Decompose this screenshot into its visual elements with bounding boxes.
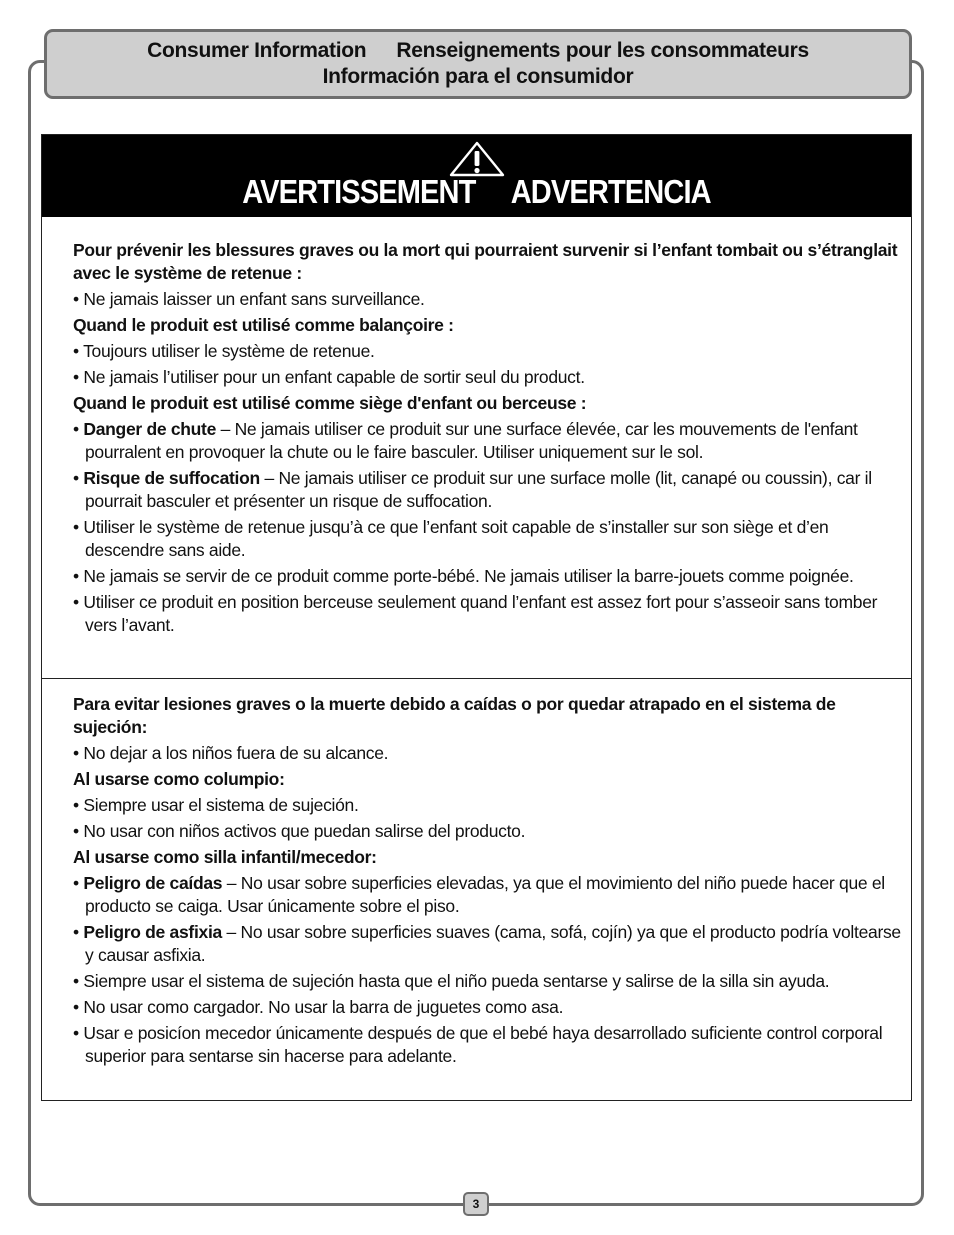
list-item [73, 366, 903, 389]
warning-title [94, 173, 859, 211]
list-item [73, 921, 903, 967]
list-item [73, 820, 903, 843]
item-text: Siempre usar el sistema de sujeción hasta que el niño pueda sentarse y salirse de la silla sin ayuda. [83, 971, 830, 991]
item-text: – Ne jamais utiliser ce produit sur une surface molle (lit, canapé ou coussin), car il pourrait basculer et présenter un risque de suffocation. [85, 468, 872, 511]
item-text: Ne jamais se servir de ce produit comme porte-bébé. Ne jamais utiliser la barre-jouets comme poignée. [83, 566, 854, 586]
french-section [73, 239, 903, 640]
list-item [73, 1022, 903, 1068]
list-item [73, 516, 903, 562]
bullet-mark: • [73, 743, 79, 763]
spanish-intro: Para evitar lesiones graves o la muerte debido a caídas o por quedar atrapado en el sistema de sujeción: [73, 694, 836, 737]
spanish-swing-heading: Al usarse como columpio: [73, 769, 285, 789]
list-item [73, 970, 903, 993]
bullet-mark: • [73, 468, 79, 488]
bullet-mark: • [73, 821, 79, 841]
list-item [73, 996, 903, 1019]
header-french: Renseignements pour les consommateurs [396, 39, 809, 62]
list-item [73, 872, 903, 918]
hazard-label: Danger de chute [83, 419, 217, 439]
list-item [73, 591, 903, 637]
warning-title-es: ADVERTENCIA [510, 173, 711, 210]
item-text: Ne jamais l’utiliser pour un enfant capable de sortir seul du product. [83, 367, 585, 387]
bullet-mark: • [73, 795, 79, 815]
header-tab [44, 29, 912, 99]
list-item [73, 565, 903, 588]
item-text: Ne jamais laisser un enfant sans surveillance. [83, 289, 425, 309]
bullet-mark: • [73, 971, 79, 991]
item-text: Utiliser ce produit en position berceuse seulement quand l’enfant est assez fort pour s’asseoir sans tomber vers l’avant. [83, 592, 878, 635]
item-text: – No usar sobre superficies suaves (cama, sofá, cojín) ya que el producto podría voltearse y causar asfixia. [85, 922, 901, 965]
bullet-mark: • [73, 922, 79, 942]
item-text: No dejar a los niños fuera de su alcance. [83, 743, 389, 763]
list-item [73, 340, 903, 363]
header-line-1 [47, 39, 909, 63]
bullet-mark: • [73, 873, 79, 893]
bullet-mark: • [73, 289, 79, 309]
spanish-seat-heading: Al usarse como silla infantil/mecedor: [73, 847, 377, 867]
list-item [73, 418, 903, 464]
hazard-label: Peligro de asfixia [83, 922, 222, 942]
item-text: No usar como cargador. No usar la barra de juguetes como asa. [83, 997, 564, 1017]
header-english: Consumer Information [147, 39, 367, 62]
item-text: – Ne jamais utiliser ce produit sur une surface élevée, car les mouvements de l'enfant pourralent en provoquer la chute ou le faire basculer. Utiliser uniquement sur le sol. [85, 419, 858, 462]
header-spanish: Información para el consumidor [322, 65, 634, 88]
warning-title-fr: AVERTISSEMENT [242, 173, 476, 210]
french-intro: Pour prévenir les blessures graves ou la mort qui pourraient survenir si l’enfant tombait ou s’étranglait avec le système de retenue : [73, 240, 898, 283]
hazard-label: Peligro de caídas [83, 873, 223, 893]
item-text: Utiliser le système de retenue jusqu’à ce que l’enfant soit capable de s’installer sur son siège et d’en descendre sans aide. [83, 517, 829, 560]
list-item [73, 467, 903, 513]
warning-band [42, 135, 911, 217]
item-text: – No usar sobre superficies elevadas, ya que el movimiento del niño puede hacer que el producto se caiga. Usar únicamente sobre el piso. [85, 873, 885, 916]
list-item [73, 288, 903, 311]
page-number: 3 [463, 1192, 489, 1216]
section-divider [42, 678, 911, 679]
bullet-mark: • [73, 419, 79, 439]
bullet-mark: • [73, 367, 79, 387]
bullet-mark: • [73, 517, 79, 537]
list-item [73, 742, 903, 765]
warning-box [41, 134, 912, 1101]
hazard-label: Risque de suffocation [83, 468, 260, 488]
french-seat-heading: Quand le produit est utilisé comme siège d'enfant ou berceuse : [73, 393, 587, 413]
bullet-mark: • [73, 1023, 79, 1043]
bullet-mark: • [73, 592, 79, 612]
item-text: No usar con niños activos que puedan salirse del producto. [83, 821, 526, 841]
item-text: Toujours utiliser le système de retenue. [83, 341, 375, 361]
warning-triangle-icon [449, 141, 505, 177]
bullet-mark: • [73, 566, 79, 586]
bullet-mark: • [73, 997, 79, 1017]
item-text: Siempre usar el sistema de sujeción. [83, 795, 359, 815]
french-swing-heading: Quand le produit est utilisé comme balançoire : [73, 315, 454, 335]
bullet-mark: • [73, 341, 79, 361]
item-text: Usar e posicíon mecedor únicamente después de que el bebé haya desarrollado suficiente control corporal superior para sentarse sin hacerse para adelante. [83, 1023, 883, 1066]
list-item [73, 794, 903, 817]
spanish-section [73, 693, 903, 1071]
